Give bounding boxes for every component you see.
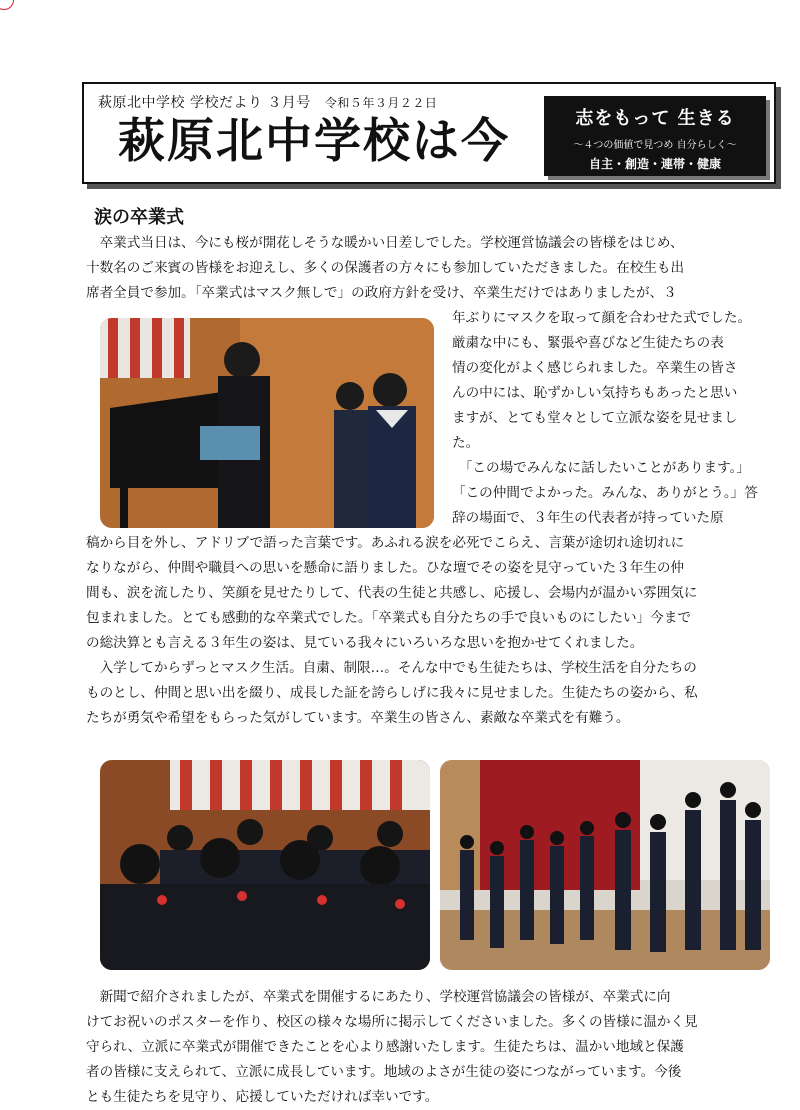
text-line: 「この場でみんなに話したいことがあります。」 (452, 460, 750, 476)
text-line: 間も、涙を流したり、笑顔を見せたりして、代表の生徒と共感し、応援し、会場内が温かい雰囲気に (86, 585, 698, 601)
text-line: 卒業式当日は、今にも桜が開花しそうな暖かい日差しでした。学校運営協議会の皆様をはじめ、 (86, 235, 684, 251)
text-line: 者の皆様に支えられて、立派に成長しています。地域のよさが生徒の姿につながっています。今後 (86, 1064, 682, 1080)
photo-standing-students (440, 760, 770, 970)
photo-graduation-speech (100, 318, 434, 528)
paragraph-2 (452, 306, 758, 531)
issue-label: 萩原北中学校 学校だより ３月号 (98, 95, 311, 111)
text-line: 年ぶりにマスクを取って顔を合わせた式でした。 (452, 310, 752, 326)
text-line: ものとし、仲間と思い出を綴り、成長した証を誇らしげに我々に見せました。生徒たちの姿から、私 (86, 685, 698, 701)
text-line: 辞の場面で、３年生の代表者が持っていた原 (452, 510, 724, 526)
text-line: とも生徒たちを見守り、応援していただければ幸いです。 (86, 1089, 439, 1105)
issue-date: 令和５年３月２２日 (324, 96, 438, 110)
text-line: んの中には、恥ずかしい気持ちもあったと思い (452, 385, 738, 401)
photo-seated-students (100, 760, 430, 970)
page-title: 萩原北中学校は今 (118, 114, 510, 169)
text-line: ますが、とても堂々として立派な姿を見せまし (452, 410, 738, 426)
paragraph-1 (86, 231, 684, 306)
motto-values: 自主・創造・連帯・健康 (588, 157, 721, 171)
text-line: 席者全員で参加。「卒業式はマスク無しで」の政府方針を受け、卒業生だけではありましたが、３ (86, 285, 677, 301)
article-title: 涙の卒業式 (94, 207, 184, 228)
text-line: たちが勇気や希望をもらった気がしています。卒業生の皆さん、素敵な卒業式を有難う。 (86, 710, 630, 726)
text-line: 包まれました。とても感動的な卒業式でした。「卒業式も自分たちの手で良いものにしたい」今まで (86, 610, 691, 626)
text-line: 新聞で紹介されましたが、卒業式を開催するにあたり、学校運営協議会の皆様が、卒業式に向 (86, 989, 671, 1005)
text-line: 十数名のご来賓の皆様をお迎えし、多くの保護者の方々にも参加していただきました。在校生も出 (86, 260, 685, 276)
text-line: 厳粛な中にも、緊張や喜びなど生徒たちの表 (452, 335, 724, 351)
text-line: 入学してからずっとマスク生活。自粛、制限…。そんな中でも生徒たちは、学校生活を自分たちの (86, 660, 697, 676)
text-line: 情の変化がよく感じられました。卒業生の皆さ (452, 360, 738, 376)
paragraph-4 (86, 985, 698, 1110)
text-line: けてお祝いのポスターを作り、校区の様々な場所に掲示してくださいました。多くの皆様に温かく見 (86, 1014, 698, 1030)
paragraph-3 (86, 531, 698, 731)
motto-box (544, 96, 766, 176)
text-line: 「この仲間でよかった。みんな、ありがとう。」答 (452, 485, 758, 501)
corner-mark (0, 0, 14, 10)
header-subtitle (98, 92, 437, 112)
motto-main: 志をもって 生きる (575, 108, 735, 129)
text-line: た。 (452, 435, 480, 451)
motto-sub: ～４つの価値で見つめ 自分らしく～ (573, 140, 737, 151)
newsletter-header (82, 82, 776, 184)
text-line: 稿から目を外し、アドリブで語った言葉です。あふれる涙を必死でこらえ、言葉が途切れ途切れに (86, 535, 685, 551)
text-line: 守られ、立派に卒業式が開催できたことを心より感謝いたします。生徒たちは、温かい地域と保護 (86, 1039, 684, 1055)
text-line: なりながら、仲間や職員への思いを懸命に語りました。ひな壇でその姿を見守っていた３年生の仲 (86, 560, 685, 576)
text-line: の総決算とも言える３年生の姿は、見ている我々にいろいろな思いを抱かせてくれました。 (86, 635, 644, 651)
